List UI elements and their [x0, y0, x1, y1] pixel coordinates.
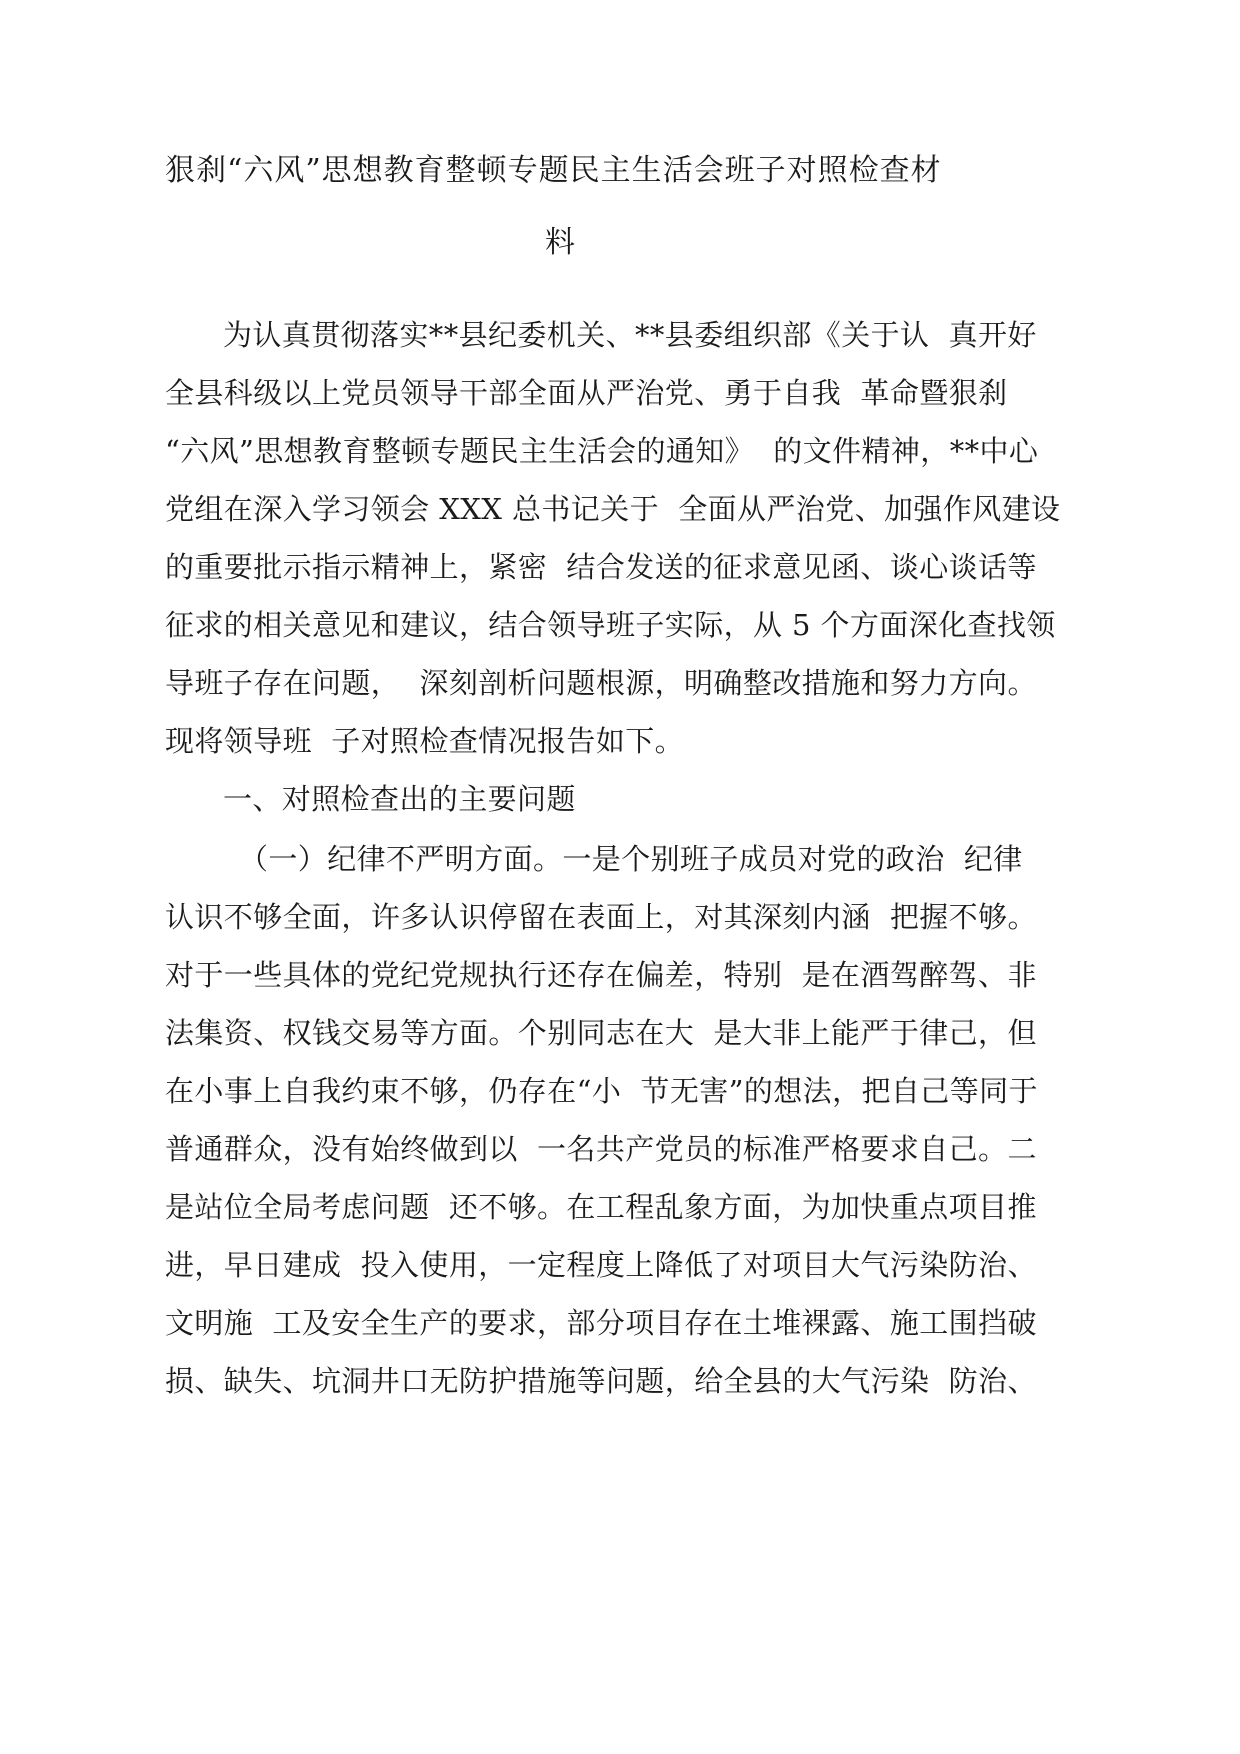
paragraph-line: 是站位全局考虑问题 还不够。在工程乱象方面，为加快重点项目推 [165, 1190, 1037, 1224]
section-heading: 一、对照检查出的主要问题 [223, 782, 576, 816]
paragraph-line: 对于一些具体的党纪党规执行还存在偏差，特别 是在酒驾醉驾、非 [165, 958, 1037, 992]
document-title-line-1: 狠刹“六风”思想教育整顿专题民主生活会班子对照检查材 [165, 153, 942, 188]
intro-line: 现将领导班 子对照检查情况报告如下。 [165, 724, 685, 758]
document-title-line-2: 料 [545, 225, 576, 260]
intro-line: 党组在深入学习领会 XXX 总书记关于 全面从严治党、加强作风建设 [165, 492, 1061, 526]
paragraph-line: （一）纪律不严明方面。一是个别班子成员对党的政治 纪律 [239, 842, 1023, 876]
paragraph-line: 进，早日建成 投入使用，一定程度上降低了对项目大气污染防治、 [165, 1248, 1037, 1282]
paragraph-line: 文明施 工及安全生产的要求，部分项目存在土堆裸露、施工围挡破 [165, 1306, 1037, 1340]
intro-line: “六风”思想教育整顿专题民主生活会的通知》 的文件精神，**中心 [165, 434, 1039, 468]
intro-line: 导班子存在问题， 深刻剖析问题根源，明确整改措施和努力方向。 [165, 666, 1037, 700]
paragraph-line: 普通群众，没有始终做到以 一名共产党员的标准严格要求自己。二 [165, 1132, 1037, 1166]
paragraph-line: 认识不够全面，许多认识停留在表面上，对其深刻内涵 把握不够。 [165, 900, 1037, 934]
paragraph-line: 在小事上自我约束不够，仍存在“小 节无害”的想法，把自己等同于 [165, 1074, 1038, 1108]
intro-line: 的重要批示指示精神上，紧密 结合发送的征求意见函、谈心谈话等 [165, 550, 1037, 584]
intro-line: 为认真贯彻落实**县纪委机关、**县委组织部《关于认 真开好 [223, 318, 1037, 352]
paragraph-line: 损、缺失、坑洞井口无防护措施等问题，给全县的大气污染 防治、 [165, 1364, 1037, 1398]
paragraph-line: 法集资、权钱交易等方面。个别同志在大 是大非上能严于律己，但 [165, 1016, 1037, 1050]
intro-line: 全县科级以上党员领导干部全面从严治党、勇于自我 革命暨狠刹 [165, 376, 1008, 410]
intro-line: 征求的相关意见和建议，结合领导班子实际，从 5 个方面深化查找领 [165, 608, 1056, 642]
